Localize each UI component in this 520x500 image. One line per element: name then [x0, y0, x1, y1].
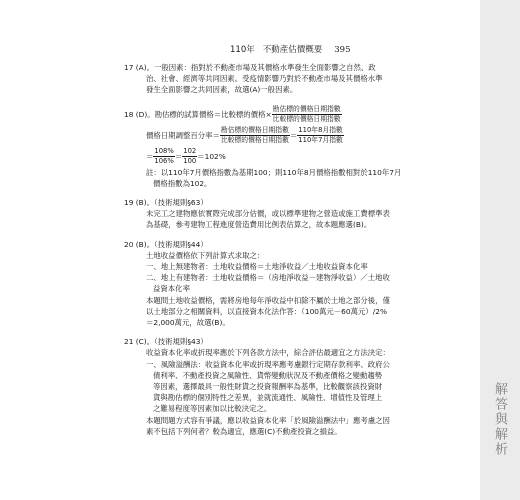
answer-21-line-4: 債利率、不動產投資之風險性、貨幣變動狀況及不動產價格之變動趨勢: [153, 370, 383, 380]
fraction-numerator: 102: [183, 147, 197, 156]
fraction-numerator: 108%: [154, 147, 174, 156]
equals-sign: ＝: [146, 151, 154, 161]
fraction-denominator: 106%: [154, 156, 174, 165]
answer-18-note-1: 註：以110年7月價格指數為基期100；則110年8月價格指數相對於110年7月: [146, 167, 402, 177]
answer-20-line-2: 土地收益價格依下列計算式求取之：: [146, 250, 265, 260]
fraction-denominator: 比較標的價格日期指數: [220, 135, 289, 144]
answer-21-line-9: 素不包括下列何者？較為適宜，應選(C)不動產投資之損益。: [146, 426, 342, 436]
answer-21: [124, 336, 407, 437]
index-fraction-2: [220, 126, 290, 144]
month-index-fraction: [297, 126, 344, 144]
answer-20-line-6: 本題問土地收益價格，需將房地每年淨收益中扣除不屬於土地之部分後，僅: [146, 295, 390, 305]
answer-21-line-1: 21 (C)。（技術規則§43）: [124, 337, 208, 347]
value-fraction: [182, 147, 197, 165]
answer-21-line-7: 之難易程度等因素加以比較決定之。: [153, 404, 272, 414]
answer-17-line-2: 治、社會、經濟等共同因素。受疫情影響乃對於不動產市場及其價格水準: [146, 74, 383, 84]
fraction-denominator: 110年7月指數: [298, 135, 343, 144]
answer-21-line-6: 貨與勘估標的個別特性之差異，並就流通性、風險性、增值性及管理上: [153, 393, 383, 403]
answer-17: [124, 62, 407, 96]
answer-21-line-2: 收益資本化率或折現率應於下列各款方法中，綜合評估最適宜之方法決定：: [146, 348, 390, 358]
percent-fraction: [153, 147, 174, 165]
answer-20-line-7: 以土地部分之相關資料，以直接資本化法作答：（100萬元－60萬元）/2%: [146, 306, 387, 316]
fraction-numerator: 110年8月指數: [298, 126, 343, 135]
side-tab: [480, 0, 520, 500]
index-fraction: [272, 105, 342, 123]
answer-20-line-4: 二、地上有建物者：土地收益價格＝（房地淨收益－建物淨收益）／土地收: [146, 273, 390, 283]
answer-17-line-3: 發生全面影響之共同因素，故選(A)一般因素。: [146, 85, 298, 95]
fraction-numerator: 勘估標的價格日期指數: [272, 105, 341, 114]
page-number: 395: [334, 45, 351, 55]
fraction-denominator: 比較標的價格日期指數: [272, 114, 341, 123]
answer-18-prefix: 18 (D)。勘估標的試算價格＝比較標的價格×: [124, 109, 272, 119]
answer-18-formula-2: [124, 125, 407, 146]
equals-sign: ＝: [289, 130, 298, 140]
answer-18-formula-3: [124, 146, 407, 167]
equals-sign: ＝: [174, 151, 183, 161]
running-header: [230, 44, 390, 56]
answer-21-line-5: 等因素，選擇最具一般性財貨之投資報酬率為基準，比較觀察該投資財: [153, 382, 383, 392]
answer-20-line-8: ＝2,000萬元，故選(B)。: [146, 318, 230, 328]
answer-20-line-3: 一、地上無建物者：土地收益價格＝土地淨收益／土地收益資本化率: [146, 262, 368, 272]
answer-content: [124, 62, 407, 445]
adjustment-label: 價格日期調整百分率＝: [146, 130, 220, 140]
answer-20-line-5: 益資本化率: [153, 284, 190, 294]
answer-18-note-2: 價格指數為102。: [153, 178, 212, 188]
fraction-numerator: 勘估標的價格日期指數: [220, 126, 289, 135]
answer-20: [124, 239, 407, 329]
result-value: ＝102%: [197, 151, 226, 161]
header-year: 110年: [230, 45, 255, 55]
answer-19-line-3: 為基礎，參考建物工程進度營造費用比例表估算之，故本題應選(B)。: [146, 220, 372, 230]
answer-18: [124, 104, 407, 189]
fraction-denominator: 100: [183, 156, 197, 165]
answer-19-line-2: 未完工之建物應依實際完成部分估價，或以標準建物之營造或施工費標準表: [146, 209, 390, 219]
side-tab-label: 解答與解析: [492, 382, 507, 457]
answer-19-line-1: 19 (B)。（技術規則§63）: [124, 198, 208, 208]
answer-21-line-3: 一、風險溢酬法：收益資本化率或折現率應考慮銀行定期存款利率、政府公: [146, 359, 390, 369]
answer-21-line-8: 本題問題方式容有爭議，應以收益資本化率「於風險溢酬法中」應考慮之因: [146, 415, 390, 425]
answer-17-line-1: 17 (A)。一般因素：指對於不動產市場及其價格水準發生全面影響之自然、政: [124, 63, 376, 72]
answer-18-formula-1: [124, 104, 407, 125]
header-title: 不動產估價概要: [262, 45, 323, 55]
answer-20-line-1: 20 (B)。（技術規則§44）: [124, 239, 208, 249]
answer-19: [124, 197, 407, 231]
